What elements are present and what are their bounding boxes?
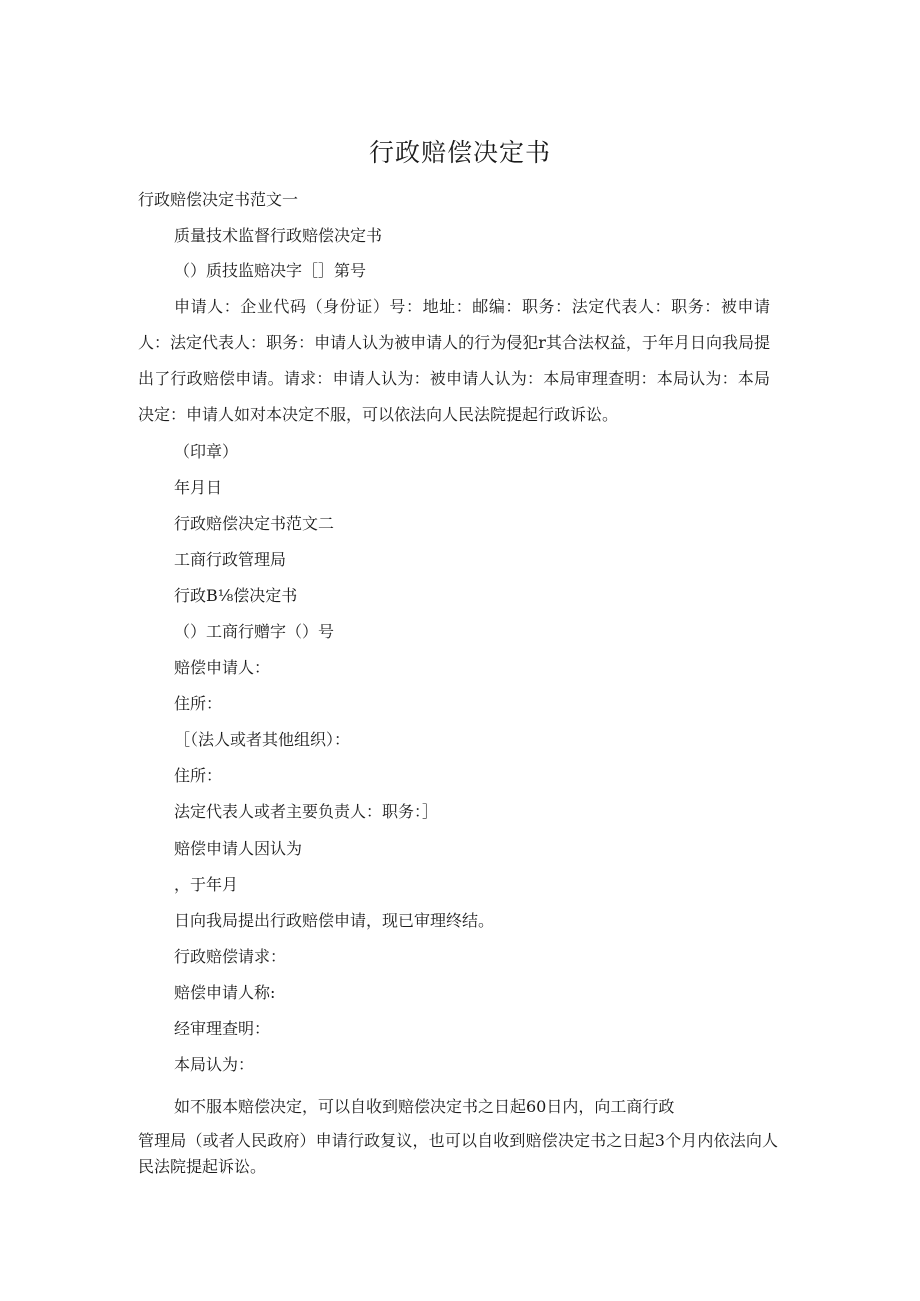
section2-date-part: ，于年月 <box>174 875 239 894</box>
section2-application: 日向我局提出行政赔偿申请，现已审理终结。 <box>174 911 495 930</box>
section2-address-1: 住所： <box>174 694 223 713</box>
section1-subtitle: 质量技术监督行政赔偿决定书 <box>174 226 383 245</box>
section1-heading: 行政赔偿决定书范文一 <box>138 190 299 209</box>
section2-appeal-line-1: 如不服本赔偿决定，可以自收到赔偿决定书之日起60日内，向工商行政 <box>174 1097 675 1116</box>
section2-issuer: 工商行政管理局 <box>174 550 287 569</box>
section1-doc-number: （）质技监赔决字［］第号 <box>174 261 367 280</box>
section1-date: 年月日 <box>174 478 223 497</box>
section2-findings: 经审理查明： <box>174 1019 271 1038</box>
section2-reason: 赔偿申请人因认为 <box>174 839 303 858</box>
section2-address-2: 住所： <box>174 766 223 785</box>
section2-heading: 行政赔偿决定书范文二 <box>174 514 335 533</box>
section2-appeal-line-2: 管理局（或者人民政府）申请行政复议，也可以自收到赔偿决定书之日起3个月内依法向人民法院提起诉讼。 <box>138 1131 778 1176</box>
section2-opinion: 本局认为： <box>174 1055 255 1074</box>
document-title: 行政赔偿决定书 <box>368 138 551 167</box>
section1-seal: （印章） <box>174 442 239 461</box>
section2-subtitle: 行政B⅛偿决定书 <box>174 586 298 605</box>
section2-request: 行政赔偿请求： <box>174 947 287 966</box>
section2-representative: 法定代表人或者主要负责人：职务：］ <box>174 802 439 821</box>
section2-applicant: 赔偿申请人： <box>174 658 271 677</box>
section2-doc-number: （）工商行赠字（）号 <box>174 622 335 641</box>
section1-body: 申请人：企业代码（身份证）号：地址：邮编：职务：法定代表人：职务：被申请人：法定代表人：职务：申请人认为被申请人的行为侵犯r其合法权益，于年月日向我局提出了行政赔偿申请。请求：申请人认为：被申请人认为：本局审理查明：本局认为：本局决定：申请人如对本决定不服，可以依法向人民法院提起行政诉讼。 <box>138 297 770 424</box>
section2-claim: 赔偿申请人称: <box>174 983 276 1002</box>
section2-org-label: ［（法人或者其他组织）： <box>174 730 351 749</box>
